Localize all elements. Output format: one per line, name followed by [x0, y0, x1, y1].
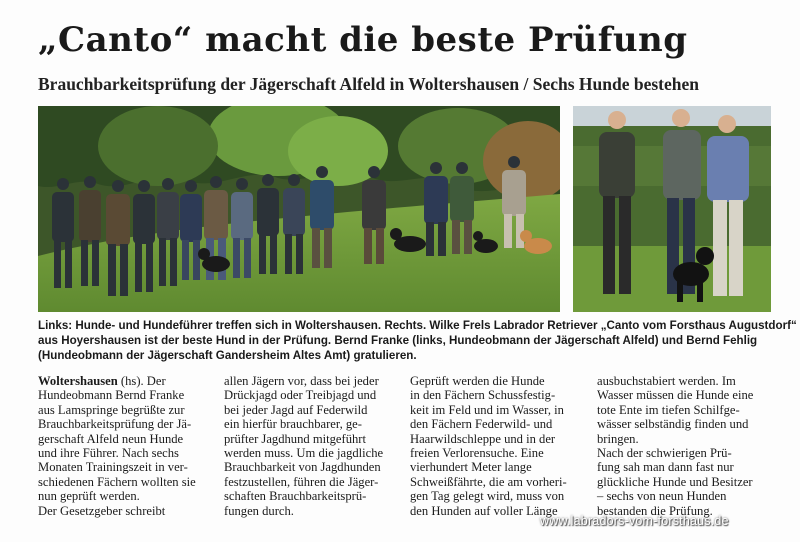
column-line: Geprüft werden die Hunde	[410, 374, 545, 388]
article-column-3	[410, 374, 590, 518]
dateline: Woltershausen	[38, 374, 118, 388]
column-line: Woltershausen (hs). Der	[38, 374, 166, 388]
column-line: bestanden die Prüfung.	[597, 503, 713, 518]
column-line: aus Lamspringe begrüßte zur	[38, 402, 185, 417]
column-line: nun geprüft werden.	[38, 489, 140, 504]
column-line: keit im Feld und im Wasser, in	[410, 402, 564, 417]
article-column-4	[597, 374, 777, 518]
winners-photo	[573, 106, 771, 312]
column-line: fungen durch.	[224, 503, 294, 518]
column-line: festzustellen, führen die Jäger-	[224, 474, 379, 489]
column-line: Wasser müssen die Hunde eine	[597, 388, 754, 403]
column-line: ein hierfür brauchbarer, ge-	[224, 417, 362, 432]
column-line: freien Verlorensuche. Eine	[410, 446, 544, 461]
column-line: den Fächern Federwild- und	[410, 417, 553, 432]
column-line: und ihre Führer. Nach sechs	[38, 446, 179, 461]
column-line: fung sah man dann fast nur	[597, 460, 734, 475]
column-line: glückliche Hunde und Besitzer	[597, 474, 753, 489]
column-line: Drückjagd oder Treibjagd und	[224, 388, 377, 403]
column-line: bei jeder Jagd auf Federwild	[224, 402, 368, 417]
column-line: Brauchbarkeit von Jagdhunden	[224, 460, 381, 475]
column-line: Schweißfährte, die am vorheri-	[410, 474, 567, 489]
column-line: gen Tag gelegt wird, muss von	[410, 489, 565, 504]
caption-line: aus Hoyershausen ist der beste Hund in der Prüfung. Bernd Franke (links, Hundeobmann der Jägerschaft Alfeld) und Bernd Fehlig	[38, 334, 758, 348]
column-line: Brauchbarkeitsprüfung der Jä-	[38, 417, 192, 432]
column-line: Nach der schwierigen Prü-	[597, 446, 732, 461]
column-line: schaften Brauchbarkeitsprü-	[224, 489, 367, 504]
group-photo	[38, 106, 560, 312]
column-line: vierhundert Meter lange	[410, 460, 532, 475]
column-line: werden muss. Um die jagdliche	[224, 446, 384, 461]
column-line: schiedenen Fächern wollten sie	[38, 474, 196, 489]
column-line: in den Fächern Schussfestig-	[410, 388, 556, 403]
column-line: – sechs von neun Hunden	[597, 489, 727, 504]
column-line: den Hunden auf voller Länge	[410, 503, 558, 518]
column-line: allen Jägern vor, dass bei jeder	[224, 374, 379, 388]
website-watermark: www.labradors-vom-forsthaus.de	[540, 514, 729, 528]
article-column-2	[224, 374, 404, 518]
column-line: wässer selbständig finden und	[597, 417, 749, 432]
headline: „Canto“ macht die beste Prüfung	[38, 20, 688, 60]
column-line: Haarwildschleppe und in der	[410, 431, 556, 446]
caption-line: (Hundeobmann der Jägerschaft Gandersheim Altes Amt) gratulieren.	[38, 349, 417, 363]
column-line: bringen.	[597, 431, 639, 446]
column-line: ausbuchstabiert werden. Im	[597, 374, 736, 388]
subheadline: Brauchbarkeitsprüfung der Jägerschaft Alfeld in Woltershausen / Sechs Hunde bestehen	[38, 74, 700, 94]
column-line: Der Gesetzgeber schreibt	[38, 503, 166, 518]
column-line: Hundeobmann Bernd Franke	[38, 388, 185, 403]
column-line: gerschaft Alfeld neun Hunde	[38, 431, 184, 446]
article-column-1	[38, 374, 218, 518]
column-line: tote Ente im tiefen Schilfge-	[597, 402, 740, 417]
photo-caption	[38, 318, 797, 364]
column-line: Monaten Trainingszeit in ver-	[38, 460, 188, 475]
column-line: prüfter Jagdhund mitgeführt	[224, 431, 366, 446]
caption-line: Links: Hunde- und Hundeführer treffen sich in Woltershausen. Rechts. Wilke Frels Labrador Retriever „Canto vom Forsthaus Augustdorf“	[38, 319, 797, 332]
